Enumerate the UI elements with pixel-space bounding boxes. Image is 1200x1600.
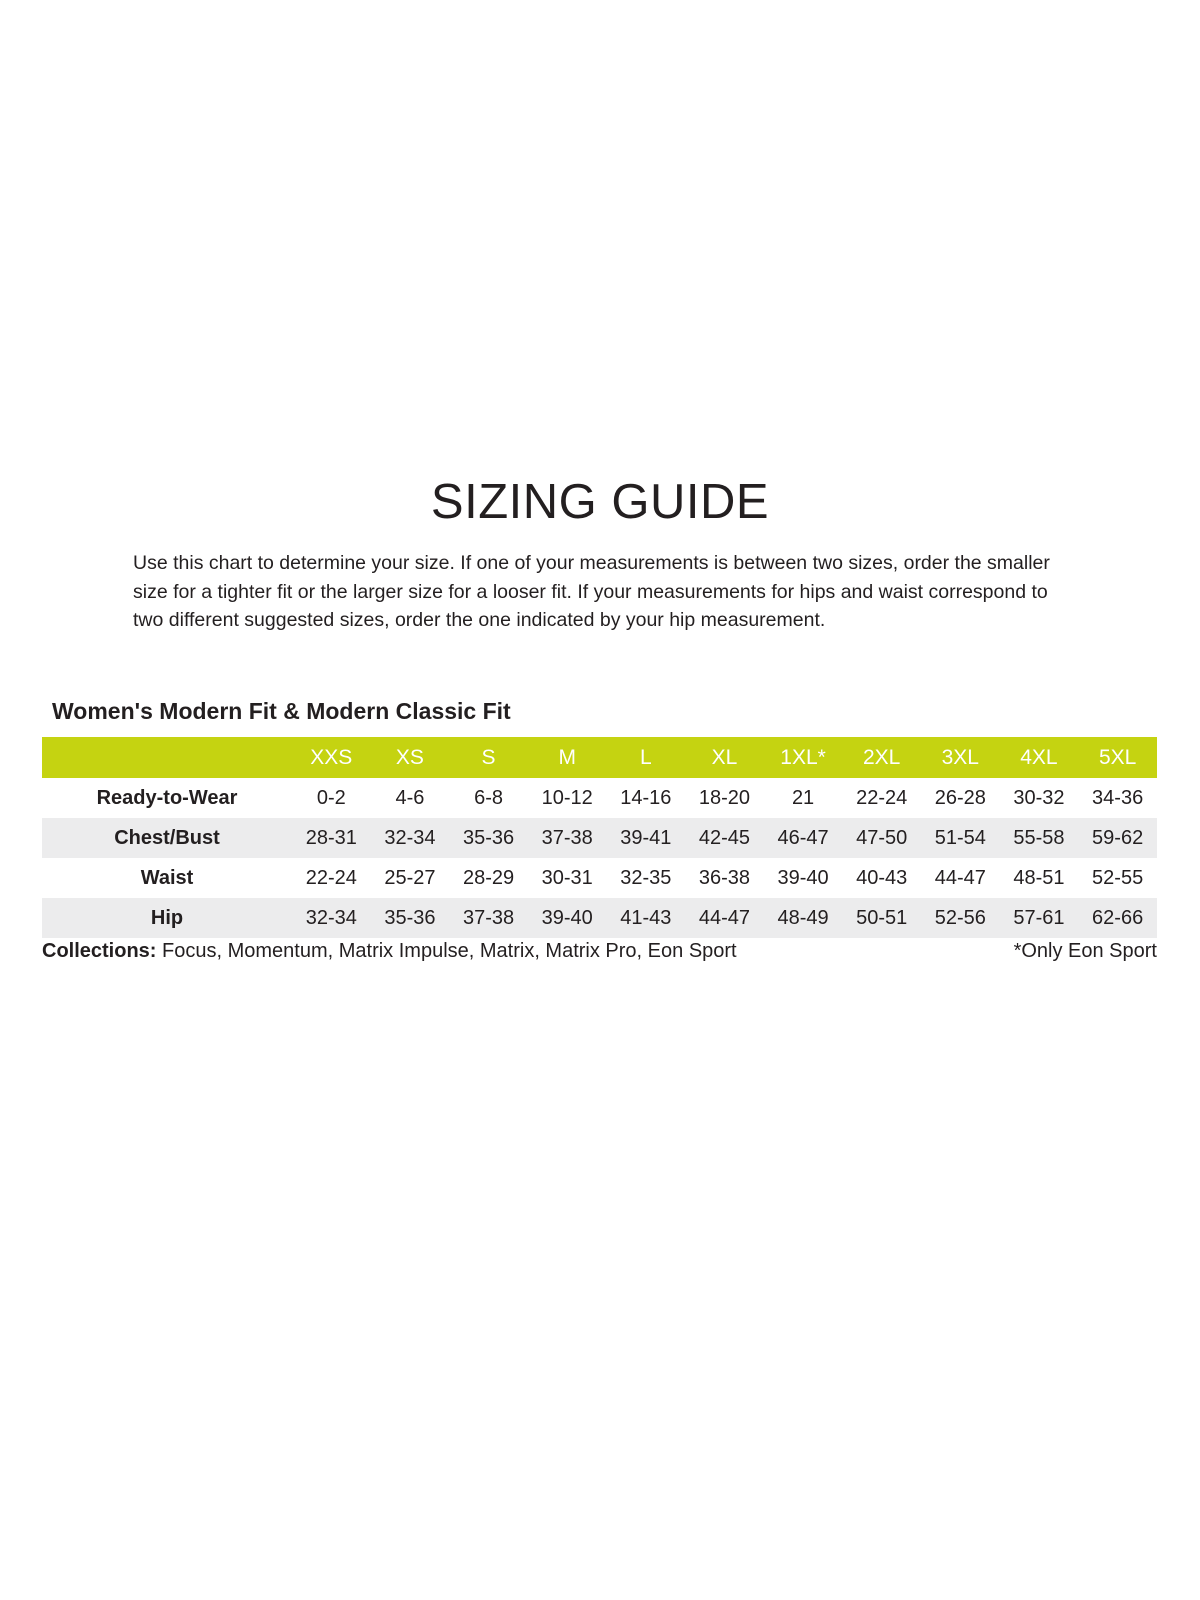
- size-header-cell-5xl: 5XL: [1078, 737, 1157, 778]
- table-cell: 35-36: [384, 906, 436, 929]
- size-chart-table: [42, 737, 1157, 938]
- table-cell: 40-43: [856, 866, 908, 889]
- size-header-cell-xl: XL: [685, 737, 764, 778]
- table-cell: 32-34: [384, 826, 436, 849]
- table-cell: 10-12: [541, 786, 593, 809]
- table-cell: 48-49: [777, 906, 829, 929]
- collections-label: Collections:: [42, 940, 157, 962]
- table-cell: 18-20: [698, 786, 751, 809]
- size-header-cell-3xl: 3XL: [921, 737, 1000, 778]
- collections-line: [42, 940, 1157, 963]
- table-cell: 37-38: [541, 826, 593, 849]
- table-cell: 0-2: [316, 786, 346, 809]
- row-label-hip: Hip: [150, 906, 184, 929]
- table-cell: 48-51: [1013, 866, 1065, 889]
- collections-text: [42, 940, 737, 963]
- table-cell: 59-62: [1092, 826, 1144, 849]
- page-title: SIZING GUIDE: [430, 475, 770, 529]
- table-cell: 46-47: [777, 826, 829, 849]
- table-row-waist: [42, 858, 1157, 898]
- table-cell: 36-38: [698, 866, 751, 889]
- size-header-cell-1xl: 1XL*: [764, 737, 843, 778]
- table-cell: 35-36: [462, 826, 515, 849]
- size-header-row: [42, 737, 1157, 778]
- table-cell: 52-56: [934, 906, 986, 929]
- table-cell: 26-28: [934, 786, 986, 809]
- table-row-ready-to-wear: [42, 778, 1157, 818]
- size-header-cell-4xl: 4XL: [1000, 737, 1079, 778]
- table-cell: 55-58: [1013, 826, 1065, 849]
- size-header-cell-xxs: XXS: [292, 737, 371, 778]
- table-cell: 14-16: [620, 786, 672, 809]
- table-cell: 25-27: [384, 866, 436, 889]
- table-cell: 37-38: [462, 906, 515, 929]
- table-cell: 50-51: [856, 906, 908, 929]
- table-cell: 22-24: [305, 866, 357, 889]
- table-cell: 39-40: [777, 866, 829, 889]
- table-row-hip: [42, 898, 1157, 938]
- table-cell: 52-55: [1092, 866, 1144, 889]
- row-label-waist: Waist: [140, 866, 194, 889]
- size-header-cell-2xl: 2XL: [842, 737, 921, 778]
- collections-value: Focus, Momentum, Matrix Impulse, Matrix, Matrix Pro, Eon Sport: [162, 940, 737, 962]
- size-header-empty-cell: [42, 737, 292, 778]
- table-cell: 22-24: [856, 786, 908, 809]
- table-cell: 30-31: [541, 866, 593, 889]
- table-row-chest-bust: [42, 818, 1157, 858]
- footnote: *Only Eon Sport: [1013, 940, 1157, 962]
- table-cell: 51-54: [934, 826, 986, 849]
- table-cell: 39-41: [620, 826, 672, 849]
- table-cell: 42-45: [698, 826, 751, 849]
- table-cell: 44-47: [934, 866, 986, 889]
- table-cell: 34-36: [1092, 786, 1144, 809]
- size-header-cell-m: M: [528, 737, 607, 778]
- row-label-chest-bust: Chest/Bust: [114, 826, 220, 849]
- table-cell: 62-66: [1092, 906, 1144, 929]
- size-header-cell-s: S: [449, 737, 528, 778]
- size-header-cell-xs: XS: [371, 737, 450, 778]
- table-cell: 32-35: [620, 866, 672, 889]
- table-cell: 47-50: [856, 826, 908, 849]
- table-cell: 44-47: [698, 906, 751, 929]
- section-title: Women's Modern Fit & Modern Classic Fit: [52, 698, 511, 724]
- row-label-ready-to-wear: Ready-to-Wear: [96, 786, 238, 809]
- table-cell: 28-29: [462, 866, 515, 889]
- table-cell: 4-6: [395, 786, 425, 809]
- table-cell: 28-31: [305, 826, 357, 849]
- intro-paragraph: Use this chart to determine your size. If one of your measurements is between two sizes, order the smaller size for a tighter fit or the larger size for a looser fit. If your measurements for hips and waist correspond to two different suggested sizes, order the one indicated by your hip measurement.: [133, 552, 1050, 631]
- table-cell: 30-32: [1013, 786, 1065, 809]
- size-header-cell-l: L: [607, 737, 686, 778]
- table-cell: 6-8: [474, 786, 504, 809]
- table-cell: 41-43: [620, 906, 672, 929]
- table-cell: 39-40: [541, 906, 593, 929]
- table-cell: 57-61: [1013, 906, 1065, 929]
- table-cell: 21: [791, 786, 815, 809]
- table-cell: 32-34: [305, 906, 357, 929]
